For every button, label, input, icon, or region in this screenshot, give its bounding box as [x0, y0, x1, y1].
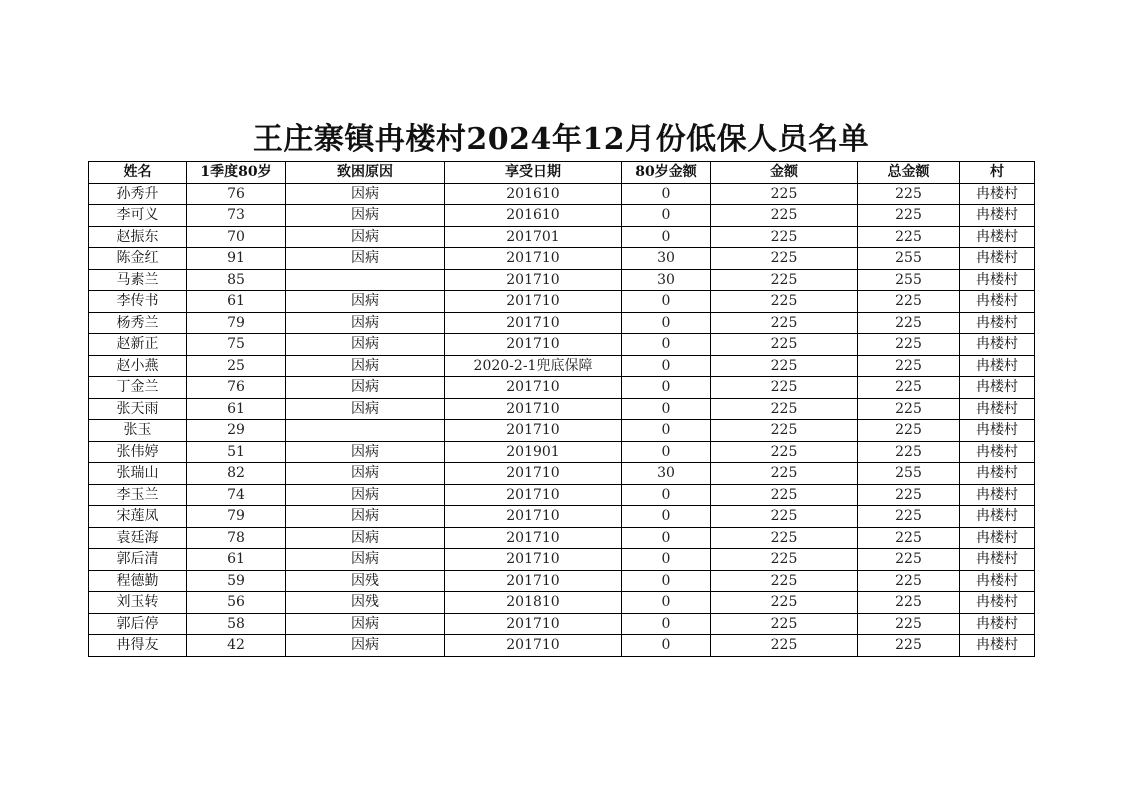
- cell-name: 张玉: [89, 420, 187, 442]
- cell-amount: 225: [711, 312, 858, 334]
- cell-village: 冉楼村: [960, 291, 1035, 313]
- table-row: [89, 506, 1035, 528]
- cell-80-amount: 0: [622, 377, 711, 399]
- header-80-amount: 80岁金额: [622, 162, 711, 184]
- cell-name: 丁金兰: [89, 377, 187, 399]
- cell-start-date: 201710: [445, 570, 622, 592]
- cell-name: 张伟婷: [89, 441, 187, 463]
- cell-cause: [286, 269, 445, 291]
- cell-age: 74: [187, 484, 286, 506]
- cell-80-amount: 0: [622, 398, 711, 420]
- cell-total: 225: [858, 506, 960, 528]
- header-total: 总金额: [858, 162, 960, 184]
- cell-start-date: 201710: [445, 635, 622, 657]
- cell-cause: 因病: [286, 183, 445, 205]
- cell-age: 51: [187, 441, 286, 463]
- cell-village: 冉楼村: [960, 484, 1035, 506]
- cell-name: 程德勤: [89, 570, 187, 592]
- cell-amount: 225: [711, 570, 858, 592]
- cell-amount: 225: [711, 592, 858, 614]
- cell-total: 225: [858, 635, 960, 657]
- cell-age: 58: [187, 613, 286, 635]
- cell-80-amount: 0: [622, 506, 711, 528]
- table-row: [89, 205, 1035, 227]
- cell-amount: 225: [711, 248, 858, 270]
- table-row: [89, 420, 1035, 442]
- cell-village: 冉楼村: [960, 592, 1035, 614]
- cell-age: 61: [187, 549, 286, 571]
- cell-80-amount: 0: [622, 312, 711, 334]
- table-body: [89, 183, 1035, 656]
- cell-start-date: 201901: [445, 441, 622, 463]
- table-row: [89, 312, 1035, 334]
- table-row: [89, 570, 1035, 592]
- cell-start-date: 201710: [445, 312, 622, 334]
- cell-amount: 225: [711, 463, 858, 485]
- cell-name: 张瑞山: [89, 463, 187, 485]
- cell-start-date: 201701: [445, 226, 622, 248]
- cell-cause: 因病: [286, 635, 445, 657]
- table-row: [89, 613, 1035, 635]
- cell-age: 82: [187, 463, 286, 485]
- cell-village: 冉楼村: [960, 377, 1035, 399]
- cell-name: 孙秀升: [89, 183, 187, 205]
- cell-village: 冉楼村: [960, 398, 1035, 420]
- cell-cause: 因病: [286, 226, 445, 248]
- table-row: [89, 291, 1035, 313]
- table-row: [89, 269, 1035, 291]
- cell-name: 刘玉转: [89, 592, 187, 614]
- cell-name: 李可义: [89, 205, 187, 227]
- cell-start-date: 201610: [445, 205, 622, 227]
- cell-start-date: 201710: [445, 269, 622, 291]
- cell-start-date: 201710: [445, 527, 622, 549]
- cell-village: 冉楼村: [960, 183, 1035, 205]
- cell-total: 255: [858, 269, 960, 291]
- cell-name: 郭后停: [89, 613, 187, 635]
- cell-80-amount: 0: [622, 226, 711, 248]
- cell-cause: 因病: [286, 549, 445, 571]
- cell-total: 225: [858, 549, 960, 571]
- cell-cause: 因病: [286, 463, 445, 485]
- cell-total: 225: [858, 484, 960, 506]
- cell-amount: 225: [711, 226, 858, 248]
- cell-start-date: 201710: [445, 463, 622, 485]
- cell-80-amount: 0: [622, 570, 711, 592]
- cell-amount: 225: [711, 484, 858, 506]
- cell-total: 225: [858, 334, 960, 356]
- cell-amount: 225: [711, 506, 858, 528]
- cell-amount: 225: [711, 635, 858, 657]
- cell-name: 袁廷海: [89, 527, 187, 549]
- cell-name: 冉得友: [89, 635, 187, 657]
- header-village: 村: [960, 162, 1035, 184]
- cell-total: 225: [858, 613, 960, 635]
- cell-80-amount: 0: [622, 527, 711, 549]
- cell-total: 225: [858, 570, 960, 592]
- cell-start-date: 201710: [445, 398, 622, 420]
- cell-age: 79: [187, 506, 286, 528]
- cell-age: 75: [187, 334, 286, 356]
- cell-village: 冉楼村: [960, 248, 1035, 270]
- cell-start-date: 201710: [445, 420, 622, 442]
- cell-name: 陈金红: [89, 248, 187, 270]
- cell-cause: 因病: [286, 613, 445, 635]
- cell-age: 85: [187, 269, 286, 291]
- cell-start-date: 201710: [445, 484, 622, 506]
- cell-cause: 因病: [286, 527, 445, 549]
- cell-age: 78: [187, 527, 286, 549]
- cell-amount: 225: [711, 291, 858, 313]
- cell-age: 91: [187, 248, 286, 270]
- cell-cause: 因病: [286, 506, 445, 528]
- cell-age: 79: [187, 312, 286, 334]
- cell-cause: 因病: [286, 312, 445, 334]
- cell-amount: 225: [711, 613, 858, 635]
- cell-village: 冉楼村: [960, 527, 1035, 549]
- cell-village: 冉楼村: [960, 506, 1035, 528]
- cell-80-amount: 30: [622, 463, 711, 485]
- cell-age: 76: [187, 377, 286, 399]
- cell-total: 255: [858, 248, 960, 270]
- cell-village: 冉楼村: [960, 463, 1035, 485]
- cell-age: 76: [187, 183, 286, 205]
- cell-amount: 225: [711, 527, 858, 549]
- cell-80-amount: 0: [622, 420, 711, 442]
- table-row: [89, 398, 1035, 420]
- cell-cause: 因病: [286, 398, 445, 420]
- header-cause: 致困原因: [286, 162, 445, 184]
- cell-80-amount: 0: [622, 334, 711, 356]
- cell-total: 255: [858, 463, 960, 485]
- cell-80-amount: 0: [622, 291, 711, 313]
- cell-name: 赵小燕: [89, 355, 187, 377]
- cell-total: 225: [858, 398, 960, 420]
- cell-village: 冉楼村: [960, 420, 1035, 442]
- cell-name: 宋莲凤: [89, 506, 187, 528]
- table-row: [89, 183, 1035, 205]
- table-row: [89, 592, 1035, 614]
- table-row: [89, 463, 1035, 485]
- cell-age: 42: [187, 635, 286, 657]
- cell-total: 225: [858, 291, 960, 313]
- cell-amount: 225: [711, 377, 858, 399]
- cell-cause: 因病: [286, 484, 445, 506]
- cell-total: 225: [858, 420, 960, 442]
- cell-start-date: 201710: [445, 613, 622, 635]
- cell-name: 李传书: [89, 291, 187, 313]
- cell-cause: 因病: [286, 441, 445, 463]
- cell-age: 29: [187, 420, 286, 442]
- cell-village: 冉楼村: [960, 334, 1035, 356]
- cell-total: 225: [858, 205, 960, 227]
- cell-start-date: 201710: [445, 291, 622, 313]
- header-row: [89, 162, 1035, 184]
- cell-amount: 225: [711, 398, 858, 420]
- cell-village: 冉楼村: [960, 549, 1035, 571]
- cell-start-date: 2020-2-1兜底保障: [445, 355, 622, 377]
- cell-name: 郭后清: [89, 549, 187, 571]
- cell-cause: 因病: [286, 355, 445, 377]
- page-title: 王庄寨镇冉楼村2024年12月份低保人员名单: [252, 122, 870, 157]
- header-age-q1: 1季度80岁: [187, 162, 286, 184]
- cell-80-amount: 0: [622, 205, 711, 227]
- cell-cause: [286, 420, 445, 442]
- cell-name: 马素兰: [89, 269, 187, 291]
- cell-village: 冉楼村: [960, 441, 1035, 463]
- table-row: [89, 527, 1035, 549]
- table-row: [89, 441, 1035, 463]
- cell-total: 225: [858, 527, 960, 549]
- header-amount: 金额: [711, 162, 858, 184]
- table-row: [89, 355, 1035, 377]
- cell-village: 冉楼村: [960, 355, 1035, 377]
- table-row: [89, 635, 1035, 657]
- cell-name: 李玉兰: [89, 484, 187, 506]
- table-row: [89, 226, 1035, 248]
- cell-start-date: 201710: [445, 549, 622, 571]
- cell-village: 冉楼村: [960, 269, 1035, 291]
- cell-amount: 225: [711, 441, 858, 463]
- cell-name: 赵振东: [89, 226, 187, 248]
- cell-amount: 225: [711, 355, 858, 377]
- cell-total: 225: [858, 183, 960, 205]
- cell-amount: 225: [711, 269, 858, 291]
- cell-age: 59: [187, 570, 286, 592]
- cell-age: 73: [187, 205, 286, 227]
- cell-cause: 因残: [286, 570, 445, 592]
- cell-amount: 225: [711, 183, 858, 205]
- cell-start-date: 201710: [445, 506, 622, 528]
- cell-start-date: 201810: [445, 592, 622, 614]
- cell-age: 70: [187, 226, 286, 248]
- cell-80-amount: 0: [622, 441, 711, 463]
- cell-80-amount: 0: [622, 484, 711, 506]
- cell-amount: 225: [711, 205, 858, 227]
- cell-total: 225: [858, 226, 960, 248]
- cell-cause: 因病: [286, 377, 445, 399]
- cell-total: 225: [858, 592, 960, 614]
- cell-80-amount: 30: [622, 248, 711, 270]
- cell-total: 225: [858, 355, 960, 377]
- recipient-table: [88, 161, 1035, 657]
- cell-80-amount: 30: [622, 269, 711, 291]
- cell-start-date: 201710: [445, 248, 622, 270]
- cell-80-amount: 0: [622, 183, 711, 205]
- cell-village: 冉楼村: [960, 613, 1035, 635]
- cell-start-date: 201710: [445, 377, 622, 399]
- cell-80-amount: 0: [622, 355, 711, 377]
- cell-village: 冉楼村: [960, 570, 1035, 592]
- cell-age: 56: [187, 592, 286, 614]
- cell-age: 25: [187, 355, 286, 377]
- cell-amount: 225: [711, 549, 858, 571]
- cell-amount: 225: [711, 334, 858, 356]
- cell-total: 225: [858, 377, 960, 399]
- cell-name: 赵新正: [89, 334, 187, 356]
- cell-cause: 因病: [286, 205, 445, 227]
- cell-village: 冉楼村: [960, 635, 1035, 657]
- table-header: [89, 162, 1035, 184]
- cell-name: 张天雨: [89, 398, 187, 420]
- cell-name: 杨秀兰: [89, 312, 187, 334]
- cell-village: 冉楼村: [960, 312, 1035, 334]
- table-row: [89, 484, 1035, 506]
- cell-village: 冉楼村: [960, 205, 1035, 227]
- cell-age: 61: [187, 291, 286, 313]
- cell-amount: 225: [711, 420, 858, 442]
- cell-start-date: 201610: [445, 183, 622, 205]
- cell-cause: 因病: [286, 334, 445, 356]
- cell-start-date: 201710: [445, 334, 622, 356]
- cell-cause: 因病: [286, 248, 445, 270]
- cell-cause: 因病: [286, 291, 445, 313]
- cell-total: 225: [858, 441, 960, 463]
- table-row: [89, 549, 1035, 571]
- cell-80-amount: 0: [622, 549, 711, 571]
- cell-age: 61: [187, 398, 286, 420]
- table-row: [89, 377, 1035, 399]
- cell-80-amount: 0: [622, 592, 711, 614]
- cell-80-amount: 0: [622, 613, 711, 635]
- header-name: 姓名: [89, 162, 187, 184]
- table-row: [89, 334, 1035, 356]
- header-start-date: 享受日期: [445, 162, 622, 184]
- cell-village: 冉楼村: [960, 226, 1035, 248]
- cell-cause: 因残: [286, 592, 445, 614]
- cell-total: 225: [858, 312, 960, 334]
- table-row: [89, 248, 1035, 270]
- cell-80-amount: 0: [622, 635, 711, 657]
